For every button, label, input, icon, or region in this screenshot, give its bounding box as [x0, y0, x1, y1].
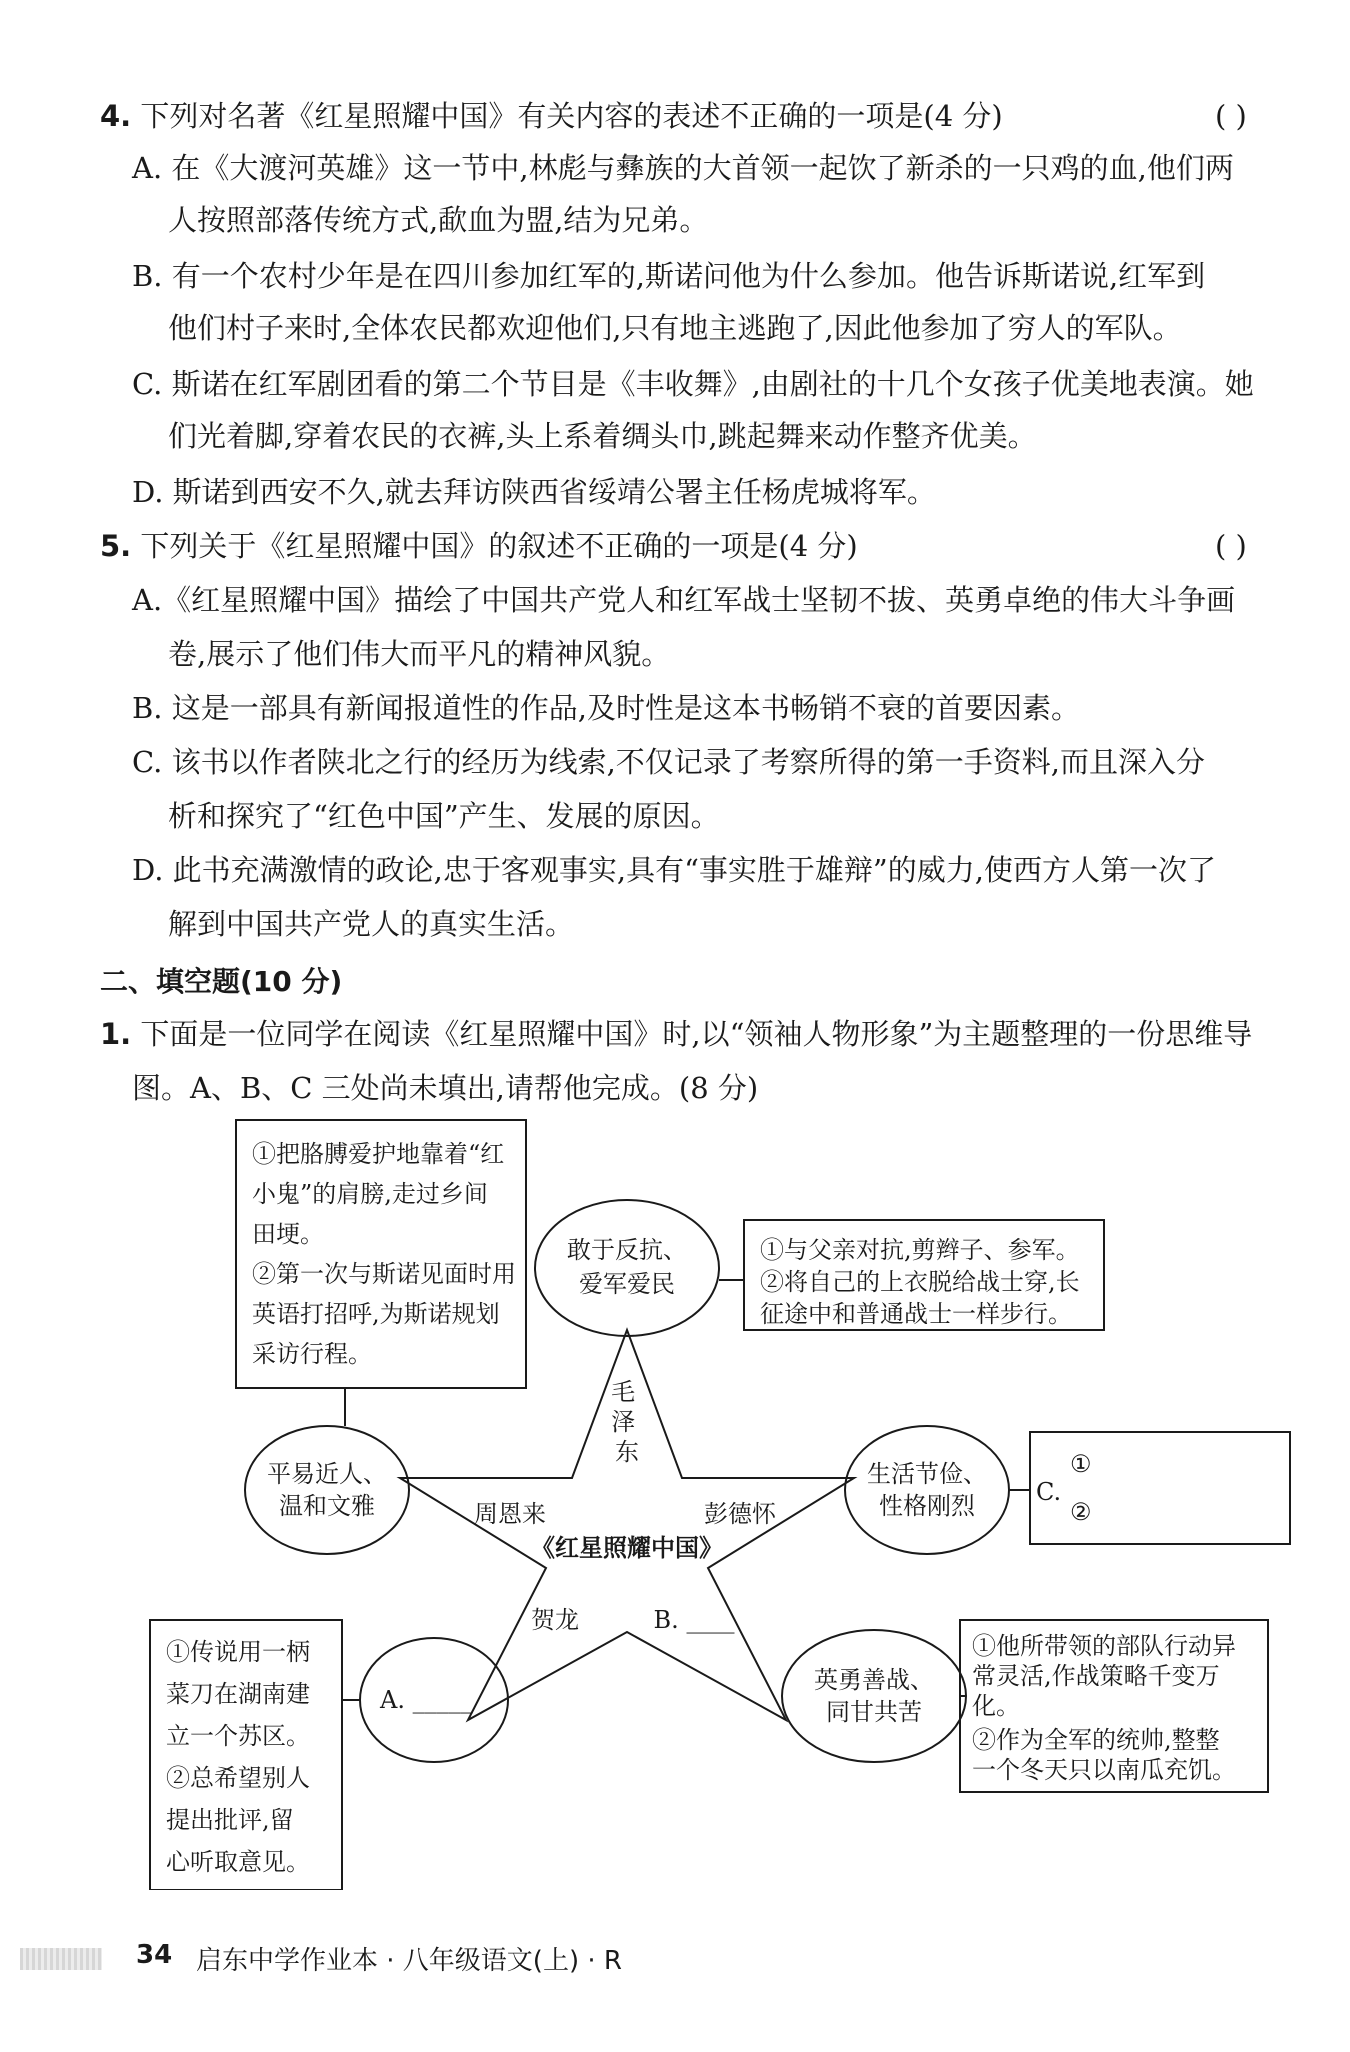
box-bottom-left-line5: 提出批评,留	[166, 1806, 294, 1834]
q4-option-a-line2: 人按照部落传统方式,歃血为盟,结为兄弟。	[168, 203, 709, 237]
q5-stem	[100, 526, 858, 566]
q5-option-b: B. 这是一部具有新闻报道性的作品,及时性是这本书畅销不衰的首要因素。	[132, 691, 1080, 725]
box-top-right-line1: ①与父亲对抗,剪辫子、参军。	[760, 1236, 1080, 1264]
footer-title: 启东中学作业本 · 八年级语文(上) · R	[196, 1946, 622, 1976]
circle-right-line1: 生活节俭、	[867, 1460, 987, 1488]
circle-right-line2: 性格刚烈	[879, 1492, 975, 1520]
box-top-left-line3: 田埂。	[252, 1220, 324, 1248]
box-top-left-line4: ②第一次与斯诺见面时用	[252, 1260, 516, 1288]
star-bottom-left-label: 贺龙	[531, 1606, 579, 1634]
box-top-right-line2: ②将自己的上衣脱给战士穿,长	[760, 1268, 1080, 1296]
q4-stem-text: 下列对名著《红星照耀中国》有关内容的表述不正确的一项是(4 分)	[140, 99, 1003, 133]
box-right-item1: ①	[1070, 1450, 1092, 1478]
box-top-left-line2: 小鬼”的肩膀,走过乡间	[252, 1180, 488, 1208]
q4-option-b-line2: 他们村子来时,全体农民都欢迎他们,只有地主逃跑了,因此他参加了穷人的军队。	[168, 311, 1182, 345]
circle-bottom-left-text: A. _____	[380, 1686, 473, 1714]
box-top-right-line3: 征途中和普通战士一样步行。	[760, 1300, 1072, 1328]
box-bottom-left-line4: ②总希望别人	[166, 1764, 310, 1792]
circle-bottom-right	[782, 1630, 966, 1762]
fill1-stem-line1	[100, 1014, 1252, 1054]
q5-option-c-line1: C. 该书以作者陕北之行的经历为线索,不仅记录了考察所得的第一手资料,而且深入分	[132, 745, 1206, 779]
circle-top-line2: 爱军爱民	[579, 1270, 675, 1298]
box-bottom-right-line3: 化。	[972, 1692, 1020, 1720]
q5-number: 5.	[100, 529, 132, 563]
box-right-label: C.	[1036, 1478, 1062, 1506]
mind-map-diagram	[0, 1100, 1350, 1890]
star-top-label-char3: 东	[615, 1438, 639, 1466]
box-top-left-line6: 采访行程。	[252, 1340, 372, 1368]
box-bottom-right-line1: ①他所带领的部队行动异	[972, 1632, 1236, 1660]
q5-answer-paren: ( )	[1215, 529, 1247, 563]
q5-option-a-line2: 卷,展示了他们伟大而平凡的精神风貌。	[168, 637, 671, 671]
q4-stem	[100, 96, 1003, 136]
circle-top-line1: 敢于反抗、	[567, 1236, 687, 1264]
box-top-left-line5: 英语打招呼,为斯诺规划	[252, 1300, 500, 1328]
box-bottom-left-line1: ①传说用一柄	[166, 1638, 310, 1666]
fill1-stem-text: 下面是一位同学在阅读《红星照耀中国》时,以“领袖人物形象”为主题整理的一份思维导	[140, 1017, 1253, 1051]
box-bottom-left-line2: 菜刀在湖南建	[166, 1680, 310, 1708]
star-top-label	[611, 1378, 643, 1466]
q4-number: 4.	[100, 99, 132, 133]
circle-left-line1: 平易近人、	[267, 1460, 387, 1488]
footer-decoration	[20, 1948, 102, 1970]
q5-option-d-line2: 解到中国共产党人的真实生活。	[168, 907, 575, 941]
q4-option-d: D. 斯诺到西安不久,就去拜访陕西省绥靖公署主任杨虎城将军。	[132, 475, 936, 509]
star-right-label: 彭德怀	[704, 1500, 776, 1528]
circle-top	[535, 1200, 719, 1336]
box-bottom-right-line4: ②作为全军的统帅,整整	[972, 1726, 1220, 1754]
star-center-title: 《红星照耀中国》	[531, 1533, 723, 1562]
circle-left	[245, 1426, 409, 1554]
box-bottom-right-line5: 一个冬天只以南瓜充饥。	[972, 1756, 1236, 1784]
star-left-label: 周恩来	[474, 1500, 546, 1528]
fill1-stem-line2: 图。A、B、C 三处尚未填出,请帮他完成。(8 分)	[132, 1071, 759, 1105]
star-bottom-right-label: B. ____	[653, 1606, 735, 1634]
circle-bottom-right-line2: 同甘共苦	[826, 1698, 922, 1726]
q5-stem-text: 下列关于《红星照耀中国》的叙述不正确的一项是(4 分)	[140, 529, 858, 563]
q4-option-c-line1: C. 斯诺在红军剧团看的第二个节目是《丰收舞》,由剧社的十几个女孩子优美地表演。她	[132, 367, 1254, 401]
circle-bottom-right-line1: 英勇善战、	[814, 1666, 934, 1694]
q4-option-c-line2: 们光着脚,穿着农民的衣裤,头上系着绸头巾,跳起舞来动作整齐优美。	[168, 419, 1037, 453]
page-number: 34	[136, 1940, 173, 1970]
circle-right	[845, 1426, 1009, 1554]
star-top-label-char1: 毛	[611, 1378, 636, 1406]
q4-answer-paren: ( )	[1215, 99, 1247, 133]
box-right-item2: ②	[1070, 1498, 1092, 1526]
q5-option-d-line1: D. 此书充满激情的政论,忠于客观事实,具有“事实胜于雄辩”的威力,使西方人第一次了	[132, 853, 1216, 887]
fill1-number: 1.	[100, 1017, 132, 1051]
q5-option-c-line2: 析和探究了“红色中国”产生、发展的原因。	[168, 799, 720, 833]
box-bottom-left-line3: 立一个苏区。	[166, 1722, 310, 1750]
q4-option-a-line1: A. 在《大渡河英雄》这一节中,林彪与彝族的大首领一起饮了新杀的一只鸡的血,他们两	[132, 151, 1234, 185]
box-bottom-right-line2: 常灵活,作战策略千变万	[972, 1662, 1220, 1690]
star-top-label-char2: 泽	[611, 1408, 636, 1436]
circle-left-line2: 温和文雅	[279, 1492, 375, 1520]
section-heading: 二、填空题(10 分)	[100, 965, 343, 998]
q4-option-b-line1: B. 有一个农村少年是在四川参加红军的,斯诺问他为什么参加。他告诉斯诺说,红军到	[132, 259, 1206, 293]
box-top-left-line1: ①把胳膊爱护地靠着“红	[252, 1140, 505, 1168]
q5-option-a-line1: A.《红星照耀中国》描绘了中国共产党人和红军战士坚韧不拔、英勇卓绝的伟大斗争画	[132, 583, 1236, 617]
box-right	[1030, 1432, 1290, 1544]
box-bottom-left-line6: 心听取意见。	[166, 1848, 310, 1876]
